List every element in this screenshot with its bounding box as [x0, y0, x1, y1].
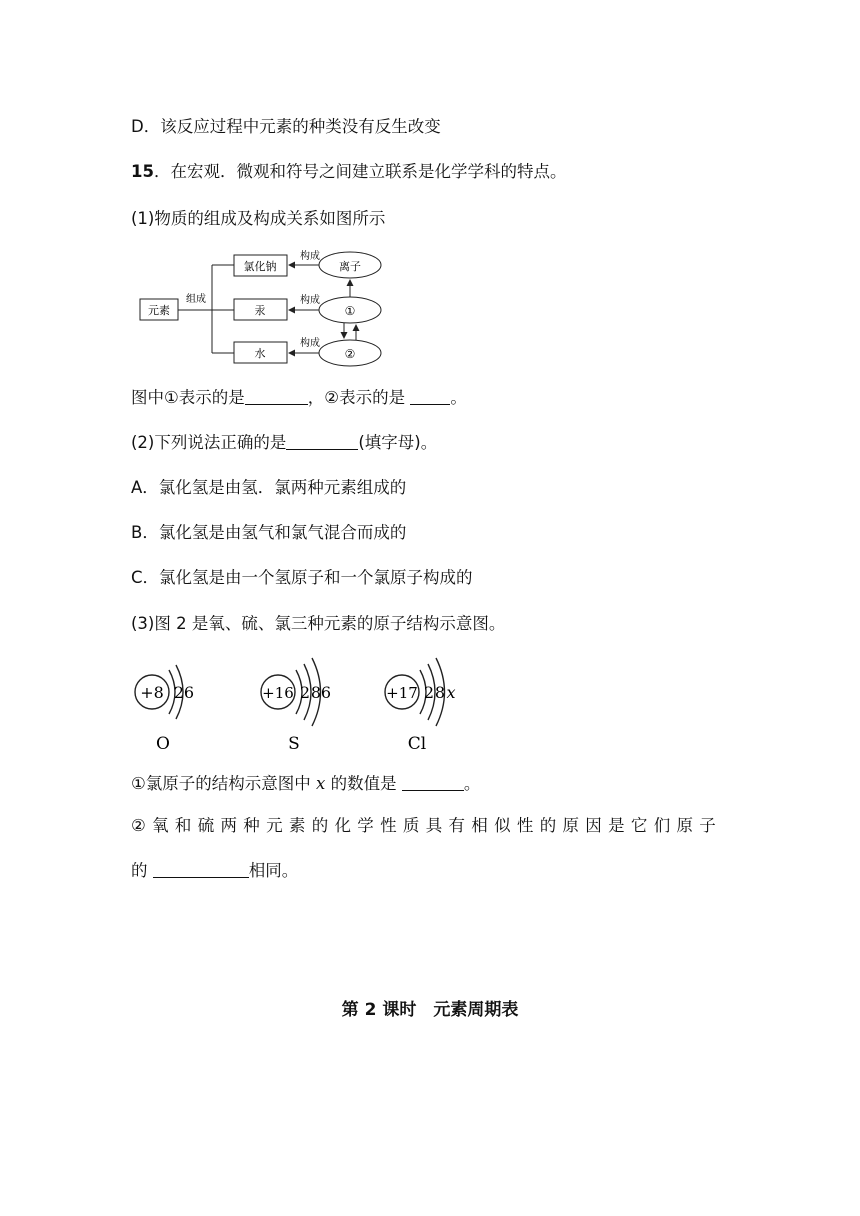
part-3-prompt: (3)图 2 是氧、硫、氯三种元素的原子结构示意图。: [131, 614, 506, 633]
part-3-question-2: ②氧和硫两种元素的化学性质具有相似性的原因是它们原子: [131, 816, 723, 835]
part-1-answer-line: [131, 386, 467, 410]
answer-blank-4[interactable]: [402, 772, 464, 791]
option-b: B．氯化氢是由氢气和氯气混合而成的: [131, 523, 407, 542]
answer-end: 。: [450, 388, 467, 407]
part-2-text: (2)下列说法正确的是: [131, 433, 287, 452]
chlorine-nucleus: +17: [386, 684, 418, 702]
part-3-question-1: [131, 772, 480, 796]
box-sodium-chloride: 氯化钠: [243, 260, 277, 273]
answer-2-text: ，②表示的是: [307, 388, 411, 407]
oxygen-shell-2: 6: [183, 683, 195, 702]
question-15: [131, 160, 566, 184]
question-stem: ．在宏观．微观和符号之间建立联系是化学学科的特点。: [153, 162, 567, 181]
question-number: 15: [131, 162, 154, 181]
sulfur-symbol: S: [288, 734, 300, 754]
oxygen-symbol: O: [156, 734, 170, 754]
sulfur-atom-diagram: [261, 658, 331, 754]
oxygen-nucleus: +8: [140, 683, 164, 702]
answer-blank-5[interactable]: [153, 859, 249, 878]
composition-diagram: [130, 245, 400, 370]
ellipse-2: ②: [344, 347, 356, 361]
sulfur-nucleus: +16: [262, 684, 294, 702]
constitute-label-3: 构成: [300, 338, 320, 349]
compose-label: 组成: [186, 294, 206, 305]
chlorine-shell-1: 2: [423, 683, 435, 702]
chlorine-atom-diagram: [385, 658, 456, 754]
chlorine-shell-3: x: [446, 683, 456, 702]
q3-2-text: 的: [131, 861, 153, 880]
q3-1-text-2: 的数值是: [325, 774, 402, 793]
constitute-label-2: 构成: [300, 295, 320, 306]
answer-blank-1[interactable]: [245, 386, 308, 405]
variable-x: x: [316, 774, 326, 793]
ellipse-1: ①: [344, 304, 356, 318]
sulfur-shell-2: 8: [310, 683, 322, 702]
ellipse-ion: 离子: [339, 260, 361, 273]
option-d: D．该反应过程中元素的种类没有反生改变: [131, 117, 441, 136]
section-title: 第 2 课时 元素周期表: [341, 1000, 519, 1020]
q3-1-end: 。: [463, 774, 481, 793]
element-box-label: 元素: [148, 304, 170, 317]
sulfur-shell-3: 6: [320, 683, 332, 702]
option-a: A．氯化氢是由氢．氯两种元素组成的: [131, 478, 407, 497]
oxygen-atom-diagram: [135, 665, 194, 754]
chlorine-symbol: Cl: [407, 734, 427, 754]
q3-1-text: ①氯原子的结构示意图中: [131, 774, 317, 793]
constitute-label-1: 构成: [300, 251, 320, 262]
part-2-hint: (填字母)。: [358, 433, 438, 452]
chlorine-shell-2: 8: [434, 683, 446, 702]
answer-blank-2[interactable]: [410, 386, 450, 405]
atom-structure-diagrams: [125, 650, 475, 755]
oxygen-shell-1: 2: [173, 683, 185, 702]
answer-1-text: 图中①表示的是: [131, 388, 245, 407]
sulfur-shell-1: 2: [299, 683, 311, 702]
part-3-question-2-cont: [131, 859, 298, 883]
answer-blank-3[interactable]: [286, 431, 358, 450]
part-1-prompt: (1)物质的组成及构成关系如图所示: [131, 209, 386, 228]
box-mercury: 汞: [254, 304, 266, 317]
q3-2-end: 相同。: [248, 861, 299, 880]
option-c: C．氯化氢是由一个氢原子和一个氯原子构成的: [131, 568, 473, 587]
box-water: 水: [254, 347, 266, 360]
part-2-prompt: [131, 431, 437, 455]
